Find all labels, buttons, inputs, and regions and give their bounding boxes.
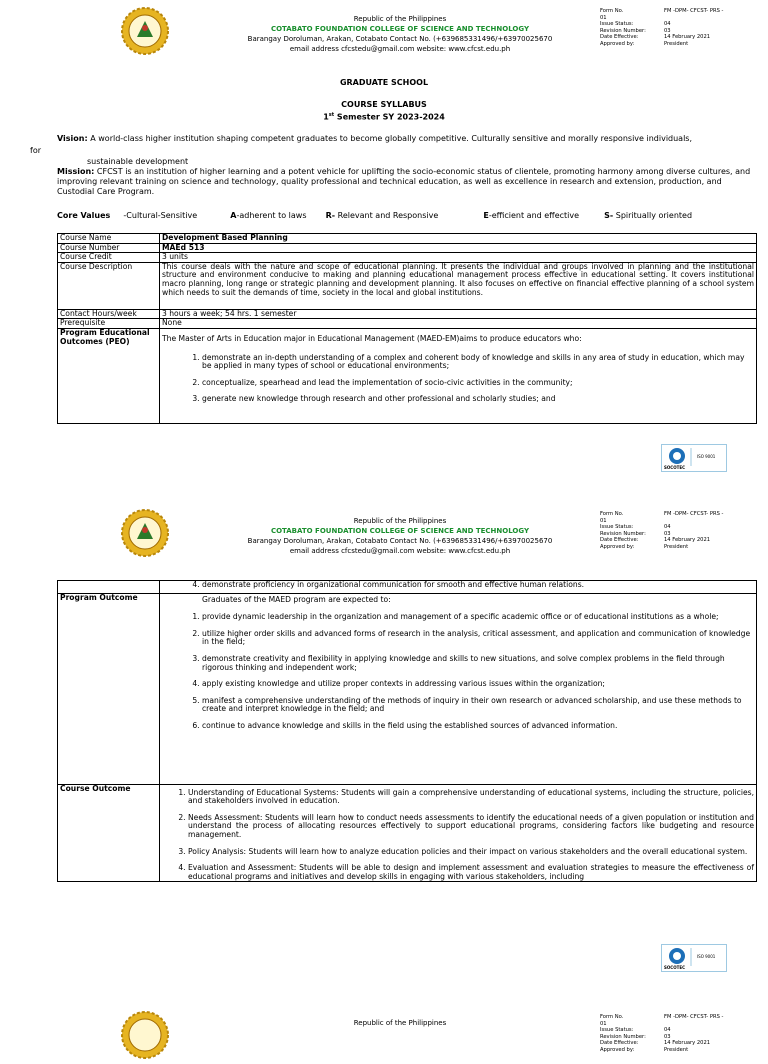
po-intro: Graduates of the MAED program are expected to: (202, 594, 391, 604)
table-row (58, 328, 757, 423)
course-credit-value: 3 units (160, 253, 757, 263)
socotec-label: SOCOTEC (664, 965, 686, 970)
form-info-box (600, 511, 750, 550)
form-info-box (600, 1014, 750, 1053)
list-item: 2. Needs Assessment: Students will learn how to conduct needs assessments to identify the educational needs of a given population or institution and understand the process of allocating resources effectively to support educational programs, considering factors like budgeting and resource management. (188, 814, 754, 840)
course-name-label: Course Name (58, 234, 160, 244)
form-info-value: 03 (664, 530, 671, 537)
letterhead (200, 516, 600, 556)
form-info-key: 01 (600, 517, 607, 524)
letterhead-partial (200, 1018, 600, 1028)
college-seal-logo (120, 1010, 170, 1060)
po-list (162, 613, 754, 730)
list-item: 3. generate new knowledge through research and other professional and scholarly studies; and (202, 395, 754, 404)
form-info-key: Form No. (600, 1014, 624, 1020)
course-number-label: Course Number (58, 243, 160, 253)
course-description-label: Course Description (58, 262, 160, 309)
form-info-key: Issue Status: (600, 524, 634, 530)
core-value-e: E-efficient and effective (483, 211, 580, 220)
republic-line: Republic of the Philippines (353, 15, 447, 23)
form-info-value: FM -DPM- CFCST- PRS - (664, 511, 724, 517)
form-info-key: Approved by: (600, 40, 635, 47)
list-item: 3. Policy Analysis: Students will learn how to analyze education policies and their impact on various stakeholders and the overall educational system. (188, 848, 754, 857)
core-value-r: R- Relevant and Responsive (325, 211, 439, 220)
form-info-key: Form No. (600, 511, 624, 517)
form-info-key: Revision Number: (600, 27, 646, 34)
mission-label: Mission: (57, 167, 95, 176)
mission-block (57, 167, 757, 197)
form-info-row (600, 1047, 750, 1054)
course-credit-label: Course Credit (58, 253, 160, 263)
college-name: COTABATO FOUNDATION COLLEGE OF SCIENCE AND TECHNOLOGY (270, 25, 530, 33)
form-info-row (600, 544, 750, 551)
peo-label: Program Educational Outcomes (PEO) (58, 328, 160, 423)
form-info-value: FM -DPM- CFCST- PRS - (664, 8, 724, 14)
course-syllabus-title: COURSE SYLLABUS (341, 100, 427, 109)
list-item: 1. Understanding of Educational Systems: Students will gain a comprehensive understanding of educational systems, including the structure, policies, and stakeholders involved in education. (188, 789, 754, 806)
outcomes-table (57, 580, 757, 882)
course-info-table (57, 233, 757, 424)
list-item: 2. utilize higher order skills and advanced forms of research in the analysis, critical assessment, and application and communication of knowledge in the field; (202, 630, 754, 647)
table-row (58, 319, 757, 329)
list-item: 6. continue to advance knowledge and skills in the field using the established sources of advanced information. (202, 722, 754, 731)
form-info-value: 04 (664, 524, 671, 530)
vision-label: Vision: (57, 134, 88, 143)
email-line: email address cfcstedu@gmail.com website: www.cfcst.edu.ph (289, 45, 511, 53)
vision-continuation: sustainable development (87, 157, 189, 166)
co-list (162, 789, 754, 882)
form-info-key: Revision Number: (600, 530, 646, 537)
course-outcome-content (160, 784, 757, 882)
form-info-value: 14 February 2021 (664, 537, 711, 543)
form-info-value: 04 (664, 1027, 671, 1033)
form-info-value: President (664, 543, 689, 550)
table-row (58, 234, 757, 244)
list-item: 1. demonstrate an in-depth understanding of a complex and coherent body of knowledge and skills in any area of study in education, which may be applied in many types of school or educational environments; (202, 354, 754, 371)
form-info-value: 04 (664, 21, 671, 27)
prerequisite-label: Prerequisite (58, 319, 160, 329)
iso-label: ISO 9001 (697, 954, 716, 959)
program-outcome-label: Program Outcome (58, 593, 160, 784)
peo-list (162, 354, 754, 404)
form-info-key: Date Effective: (600, 537, 639, 543)
list-item: 2. conceptualize, spearhead and lead the implementation of socio-civic activities in the community; (202, 379, 754, 388)
list-item: 1. provide dynamic leadership in the organization and management of a specific academic office or of educational institutions as a whole; (202, 613, 754, 622)
core-value-s: S- Spiritually oriented (604, 211, 693, 220)
table-row (58, 593, 757, 784)
program-outcome-content (160, 593, 757, 784)
form-info-key: 01 (600, 14, 607, 21)
list-item: 4. demonstrate proficiency in organizational communication for smooth and effective human relations. (202, 581, 754, 590)
core-values-row (57, 211, 757, 221)
form-info-value: 14 February 2021 (664, 1040, 711, 1046)
form-info-value: President (664, 1046, 689, 1053)
course-number-value: MAEd 513 (160, 243, 757, 253)
table-row (58, 581, 757, 594)
core-values-label: Core Values (57, 211, 111, 220)
peo-intro: The Master of Arts in Education major in Educational Management (MAED-EM)aims to produce educators who: (162, 333, 582, 343)
list-item: 4. Evaluation and Assessment: Students will be able to design and implement assessment and evaluation strategies to measure the effectiveness of educational programs and initiatives and develop skills in engaging with various stakeholders, including (188, 864, 754, 881)
form-info-key: Issue Status: (600, 21, 634, 27)
form-info-key: 01 (600, 1020, 607, 1027)
peo-continuation (160, 581, 757, 594)
form-info-value: President (664, 40, 689, 47)
list-item: 5. manifest a comprehensive understanding of the methods of inquiry in their own research or advanced scholarship, and use these methods to create and interpret knowledge in the field; and (202, 697, 754, 714)
republic-line: Republic of the Philippines (353, 517, 447, 525)
address-line: Barangay Doroluman, Arakan, Cotabato Contact No. (+639685331496/+63970025670 (247, 35, 553, 43)
prerequisite-value: None (160, 319, 757, 329)
socotec-label: SOCOTEC (664, 465, 686, 470)
mission-text: CFCST is an institution of higher learning and a potent vehicle for uplifting the socio-economic status of clientele, promoting harmony among diverse cultures, and improving relevant training on science and technology, quality professional and technical education, as well as excellence in research and extension, production, and Custodial Care Program. (57, 167, 751, 196)
college-name: COTABATO FOUNDATION COLLEGE OF SCIENCE AND TECHNOLOGY (270, 527, 530, 535)
form-info-key: Date Effective: (600, 34, 639, 40)
form-info-key: Revision Number: (600, 1033, 646, 1040)
form-info-key: Date Effective: (600, 1040, 639, 1046)
contact-hours-label: Contact Hours/week (58, 309, 160, 319)
vision-text: A world-class higher institution shaping competent graduates to become globally competitive. Culturally sensitive and morally responsive individuals, (90, 134, 693, 143)
course-name-value: Development Based Planning (160, 234, 757, 244)
form-info-value: 14 February 2021 (664, 34, 711, 40)
socotec-cert-badge (661, 444, 727, 472)
email-line: email address cfcstedu@gmail.com website: www.cfcst.edu.ph (289, 547, 511, 555)
course-outcome-label: Course Outcome (58, 784, 160, 882)
graduate-school-title: GRADUATE SCHOOL (339, 78, 429, 87)
letterhead (200, 14, 600, 54)
vision-block (57, 134, 757, 144)
form-info-value: FM -DPM- CFCST- PRS - (664, 1014, 724, 1020)
form-info-box (600, 8, 750, 47)
table-row (58, 253, 757, 263)
republic-line: Republic of the Philippines (353, 1019, 447, 1027)
contact-hours-value: 3 hours a week; 54 hrs. 1 semester (160, 309, 757, 319)
core-value-c: -Cultural-Sensitive (123, 211, 198, 220)
college-seal-logo (120, 6, 170, 56)
peo-content (160, 328, 757, 423)
vision-for: for (30, 146, 41, 155)
socotec-cert-badge (661, 944, 727, 972)
form-info-key: Issue Status: (600, 1027, 634, 1033)
form-info-key: Approved by: (600, 543, 635, 550)
core-value-a: A-adherent to laws (230, 211, 307, 220)
table-row (58, 262, 757, 309)
address-line: Barangay Doroluman, Arakan, Cotabato Contact No. (+639685331496/+63970025670 (247, 537, 553, 545)
form-info-key: Approved by: (600, 1046, 635, 1053)
college-seal-logo (120, 508, 170, 558)
semester-title: 1st Semester SY 2023-2024 (323, 112, 445, 122)
list-item: 3. demonstrate creativity and flexibility in applying knowledge and skills to new situations, and solve complex problems in the field through rigorous thinking and independent work; (202, 655, 754, 672)
form-info-row (600, 41, 750, 48)
table-row (58, 784, 757, 882)
list-item: 4. apply existing knowledge and utilize proper contexts in addressing various issues within the organization; (202, 680, 754, 689)
form-info-value: 03 (664, 27, 671, 34)
form-info-key: Form No. (600, 8, 624, 14)
form-info-value: 03 (664, 1033, 671, 1040)
iso-label: ISO 9001 (697, 454, 716, 459)
course-description-value: This course deals with the nature and scope of educational planning. It presents the individual and groups involved in planning and the institutional structure and environment conducive to making and planning educational management process effective in educational setting. It covers institutional macro planning, long range or strategic planning and development planning. It also focuses on effective on financial effective planning of a school system which needs to suit the demands of time, society in the local and global institutions. (160, 262, 757, 309)
